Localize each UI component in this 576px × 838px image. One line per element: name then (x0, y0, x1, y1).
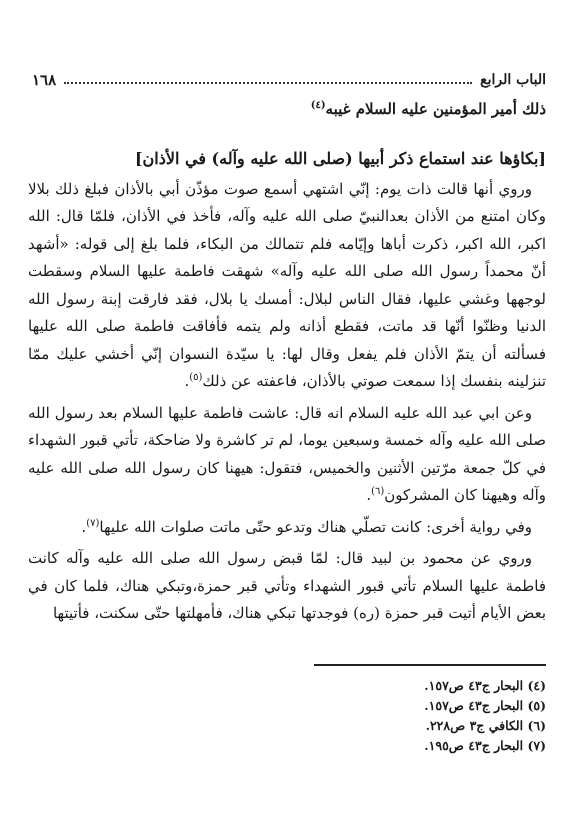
footnote: (٥) البحار ج٤٣ ص١٥٧. (424, 698, 546, 713)
section-heading: [بكاؤها عند استماع ذكر أبيها (صلى الله عليه وآله) في الأذان] (134, 148, 546, 168)
footnote-ref: (٧) (86, 517, 100, 529)
paragraph: وعن ابي عبد الله عليه السلام انه قال: عاشت فاطمة عليها السلام بعد رسول الله صلى الله عليه وآله خمسة وسبعين يوما، لم تر كاشرة ولا ضاحكة، تأتي قبور الشهداء في كلّ جمعة مرّتين الأثنين والخميس، فتقول: هيهنا كان رسول الله صلى الله عليه وآله وهيهنا كان المشركون$^{(٦)}$. (28, 403, 546, 504)
footnote: (٤) البحار ج٤٣ ص١٥٧. (424, 678, 546, 693)
paragraph-text: وروي أنها قالت ذات يوم: إنّي اشتهي أسمع صوت مؤذّن أبي بالأذان فبلغ ذلك بلالا وكان امتنع من الأذان بعدالنبيّ صلى الله عليه وآله، فأخذ في الأذان، فلمّا قال: الله اكبر، الله اكبر، ذكرت أباها وإيّامه فلم تتمالك من البكاء، فلما بلغ إلى قوله: «أشهد أنّ محمداً رسول الله صلى الله عليه وآله» شهقت فاطمة عليها السلام وسقطت لوجهها وغشي عليها، فقال الناس لبلال: أمسك يا بلال، فقد فارقت إبنة رسول الله الدنيا وظنّوا أنّها قد ماتت، فقطع أذانه ولم يتمه فأفاقت فاطمة صلى الله عليها فسألته أن يتمّ الأذان فلم يفعل وقال لها: يا سيّدة النسوان إنّي أخشي عليك ممّا تنزلينه بنفسك إذا سمعت صوتي بالأذان، فاعفته عن ذلك (28, 179, 546, 390)
header-dot-leader (64, 82, 472, 84)
footnote: (٧) البحار ج٤٣ ص١٩٥. (424, 738, 546, 753)
page-header (32, 62, 546, 88)
chapter-title: الباب الرابع (480, 72, 546, 88)
footnotes (246, 676, 546, 756)
paragraph-text: وفي رواية أخرى: كانت تصلّي هناك وتدعو حتّى ماتت صلوات الله عليها (99, 517, 532, 536)
footnote-divider (314, 664, 546, 666)
paragraph-text: وروي عن محمود بن لبيد قال: لمّا قبض رسول الله صلى الله عليه وآله كانت فاطمة عليها السلام تأتي قبور الشهداء وتأتي قبر حمزة،وتبكي هناك، فلما كان في بعض الأيام أتيت قبر حمزة (ره) فوجدتها تبكي هناك، فأمهلتها حتّى سكنت، فأتيتها (28, 549, 546, 622)
page-number: ١٦٨ (32, 71, 57, 89)
footnote-ref: (٦) (371, 486, 385, 497)
continuation-line (28, 96, 546, 124)
footnote-ref: (٤) (310, 100, 326, 111)
footnote: (٦) الكافي ج٣ ص٢٢٨. (425, 718, 546, 733)
paragraph: وروي أنها قالت ذات يوم: إنّي اشتهي أسمع صوت مؤذّن أبي بالأذان فبلغ ذلك بلالا وكان امتنع من الأذان بعدالنبيّ صلى الله عليه وآله، فأخذ في الأذان، فلمّا قال: الله اكبر، الله اكبر، ذكرت أباها وإيّامه فلم تتمالك من البكاء، فلما بلغ إلى قوله: «أشهد أنّ محمداً رسول الله صلى الله عليه وآله» شهقت فاطمة عليها السلام وسقطت لوجهها وغشي عليها، فقال الناس لبلال: أمسك يا بلال، فقد فارقت إبنة رسول الله الدنيا وظنّوا أنّها قد ماتت، فقطع أذانه ولم يتمه فأفاقت فاطمة صلى الله عليها فسألته أن يتمّ الأذان فلم يفعل وقال لها: يا سيّدة النسوان إنّي أخشي عليك ممّا تنزلينه بنفسك إذا سمعت صوتي بالأذان، فاعفته عن ذلك$^{(٥)}$. (28, 179, 546, 390)
paragraph-text: وعن ابي عبد الله عليه السلام انه قال: عاشت فاطمة عليها السلام بعد رسول الله صلى الله عليه وآله خمسة وسبعين يوما، لم تر كاشرة ولا ضاحكة، تأتي قبور الشهداء في كلّ جمعة مرّتين الأثنين والخميس، فتقول: هيهنا كان رسول الله صلى الله عليه وآله وهيهنا كان المشركون (28, 403, 546, 504)
page-body (28, 96, 546, 628)
continuation-text: ذلك أمير المؤمنين عليه السلام غيبه (325, 100, 546, 118)
paragraph: وفي رواية أخرى: كانت تصلّي هناك وتدعو حتّى ماتت صلوات الله عليها$^{(٧)}$. (81, 517, 532, 536)
paragraph (28, 545, 546, 628)
footnote-ref: (٥) (189, 372, 203, 383)
